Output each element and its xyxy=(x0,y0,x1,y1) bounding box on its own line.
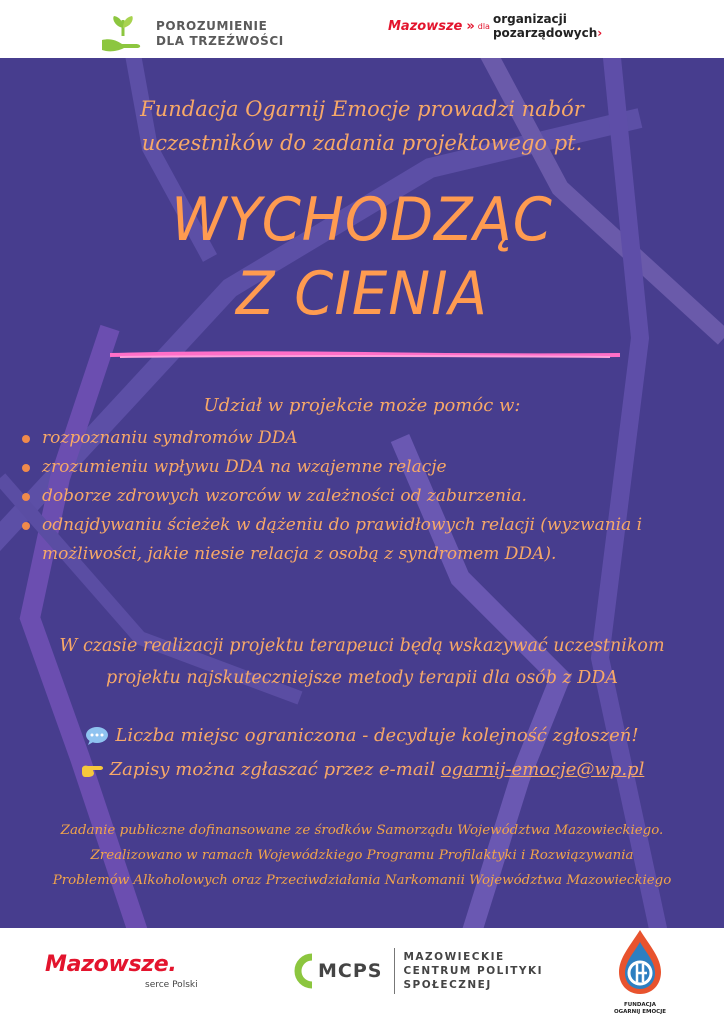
mcps-full-line1: MAZOWIECKIE xyxy=(403,951,505,963)
double-chevron-icon: » xyxy=(466,18,475,34)
porozumienie-line1: POROZUMIENIE xyxy=(156,19,268,33)
title-underline xyxy=(110,350,620,360)
funding-line3: Problemów Alkoholowych oraz Przeciwdziałania Narkomanii Województwa Mazowieckiego xyxy=(52,873,672,888)
bullet-dot-icon xyxy=(22,522,30,530)
list-item xyxy=(20,482,720,511)
limited-seats-line xyxy=(40,722,684,750)
flame-drop-icon xyxy=(615,928,665,998)
mcps-divider xyxy=(394,948,395,994)
list-item-text: odnajdywaniu ścieżek w dążeniu do prawidłowych relacji (wyzwania i możliwości, jakie niesie relacja z osobą z syndromem DDA). xyxy=(42,515,643,564)
mcps-mark-icon xyxy=(290,953,316,989)
mazowsze-org-line1: organizacji xyxy=(492,12,567,26)
mazowsze-footer-brand: Mazowsze. xyxy=(45,952,177,977)
mazowsze-org-line2: pozarządowych xyxy=(492,26,598,40)
bullet-dot-icon xyxy=(22,435,30,443)
pointing-hand-icon xyxy=(80,761,104,779)
fundacja-logo xyxy=(610,928,670,1016)
mazowsze-serce-logo xyxy=(45,952,198,990)
signup-line xyxy=(40,756,684,784)
fundacja-line2: OGARNIJ EMOCJE xyxy=(613,1009,667,1015)
fundacja-line1: FUNDACJA xyxy=(624,1002,656,1008)
therapy-line1: W czasie realizacji projektu terapeuci będą wskazywać uczestnikom xyxy=(59,636,665,656)
funding-line1: Zadanie publiczne dofinansowane ze środków Samorządu Województwa Mazowieckiego. xyxy=(60,823,664,838)
list-item xyxy=(20,511,720,569)
title-line2: Z CIENIA xyxy=(236,260,488,330)
funding-line2: Zrealizowano w ramach Wojewódzkiego Programu Profilaktyki i Rozwiązywania xyxy=(90,848,634,863)
mcps-acronym: MCPS xyxy=(318,960,383,982)
list-item-text: doborze zdrowych wzorców w zależności od zaburzenia. xyxy=(42,486,527,506)
list-item xyxy=(20,453,720,482)
speech-bubble-icon xyxy=(85,726,109,746)
porozumienie-line2: DLA TRZEŹWOŚCI xyxy=(156,34,284,48)
list-item-text: rozpoznaniu syndromów DDA xyxy=(42,428,298,448)
mazowsze-footer-sub: serce Polski xyxy=(145,980,198,990)
therapy-text xyxy=(20,630,704,694)
funding-note xyxy=(0,818,724,893)
list-item xyxy=(20,424,720,453)
chevron-right-icon: › xyxy=(597,26,603,40)
limited-seats-text: Liczba miejsc ograniczona - decyduje kolejność zgłoszeń! xyxy=(115,725,639,746)
bullet-dot-icon xyxy=(22,464,30,472)
list-item-text: zrozumieniu wpływu DDA na wzajemne relacje xyxy=(42,457,447,477)
mcps-full-line3: SPOŁECZNEJ xyxy=(403,979,492,991)
title-line1: WYCHODZĄC xyxy=(171,185,553,255)
mazowsze-dla: dla xyxy=(477,21,490,31)
therapy-line2: projektu najskuteczniejsze metody terapii dla osób z DDA xyxy=(106,668,618,688)
intro-line1: Fundacja Ogarnij Emocje prowadzi nabór xyxy=(140,97,584,121)
help-list xyxy=(20,424,720,569)
mcps-full-line2: CENTRUM POLITYKI xyxy=(403,965,544,977)
project-title xyxy=(60,184,664,332)
intro-line2: uczestników do zadania projektowego pt. xyxy=(141,131,583,155)
intro-text xyxy=(60,92,664,160)
help-heading: Udział w projekcie może pomóc w: xyxy=(203,395,521,416)
signup-prefix: Zapisy można zgłaszać przez e-mail xyxy=(109,759,436,780)
mazowsze-brand: Mazowsze xyxy=(388,18,463,34)
bullet-dot-icon xyxy=(22,493,30,501)
mcps-logo xyxy=(290,948,543,994)
email-link[interactable]: ogarnij-emocje@wp.pl xyxy=(440,759,645,780)
